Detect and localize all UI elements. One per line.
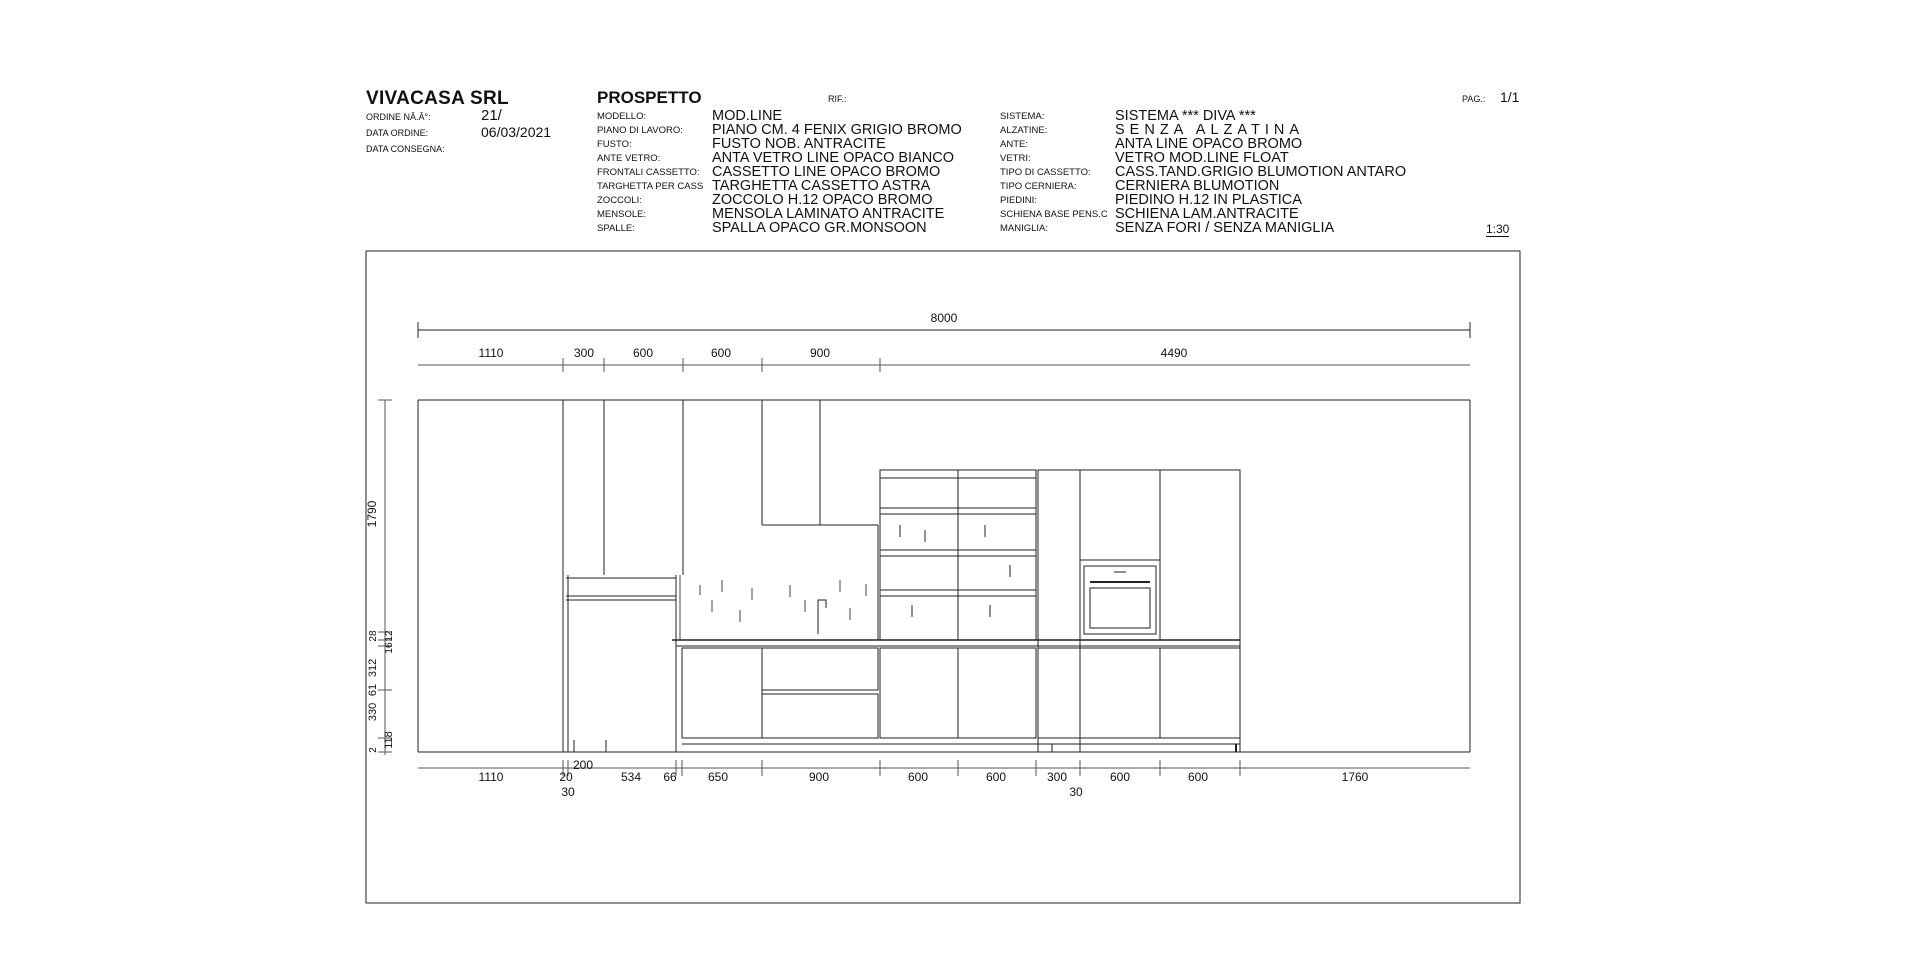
- spec-label: FUSTO:: [597, 139, 632, 150]
- bottom-dimension-label: 66: [663, 770, 677, 784]
- backsplash-pattern: [680, 575, 866, 640]
- spec-value: PIANO CM. 4 FENIX GRIGIO BROMO: [712, 122, 962, 138]
- bottom-sub-dimension-label: 30: [561, 785, 575, 799]
- spec-value: CERNIERA BLUMOTION: [1115, 178, 1280, 194]
- page-label: PAG.:: [1462, 94, 1486, 104]
- spec-value: CASS.TAND.GRIGIO BLUMOTION ANTARO: [1115, 164, 1407, 180]
- delivery-date-label: DATA CONSEGNA:: [366, 144, 445, 154]
- bottom-dimension-label: 1110: [478, 770, 504, 784]
- spec-value: VETRO MOD.LINE FLOAT: [1115, 150, 1289, 166]
- spec-label: ANTE:: [1000, 139, 1028, 150]
- reference-label: RIF.:: [828, 94, 847, 104]
- top-dimension-line: [418, 358, 1470, 372]
- spec-value: SPALLA OPACO GR.MONSOON: [712, 220, 927, 236]
- spec-label: PIANO DI LAVORO:: [597, 125, 683, 136]
- spec-value: TARGHETTA CASSETTO ASTRA: [712, 178, 931, 194]
- bottom-dimension-label: 300: [1046, 770, 1068, 784]
- page-number: 1/1: [1500, 89, 1520, 105]
- top-dimension-label: 900: [809, 346, 831, 360]
- spec-label: FRONTALI CASSETTO:: [597, 167, 700, 178]
- vertical-dimension-label: 61: [367, 683, 379, 697]
- spec-label: ZOCCOLI:: [597, 195, 642, 206]
- vertical-dimension-label: 330: [367, 702, 379, 722]
- bottom-dimension-label: 600: [985, 770, 1007, 784]
- drawing-frame: [366, 251, 1520, 903]
- vertical-dimension-label: 118: [383, 731, 395, 749]
- spec-label: MODELLO:: [597, 111, 647, 122]
- spec-value: SENZA ALZATINA: [1115, 122, 1304, 138]
- vertical-dimension-label: 28: [368, 630, 379, 642]
- spec-label: TARGHETTA PER CASS: [597, 181, 704, 192]
- spec-value: FUSTO NOB. ANTRACITE: [712, 136, 886, 152]
- spec-value: CASSETTO LINE OPACO BROMO: [712, 164, 941, 180]
- order-date-label: DATA ORDINE:: [366, 128, 429, 138]
- spec-value: MENSOLA LAMINATO ANTRACITE: [712, 206, 945, 222]
- spec-label: MENSOLE:: [597, 209, 647, 220]
- vertical-dimension-label: 16: [384, 642, 395, 654]
- spec-value: SENZA FORI / SENZA MANIGLIA: [1115, 220, 1335, 236]
- spec-label: SISTEMA:: [1000, 111, 1045, 122]
- top-dimension-label: 300: [573, 346, 595, 360]
- bottom-dimension-label: 650: [707, 770, 729, 784]
- left-open-section: [566, 575, 676, 752]
- vertical-dimension-label: 312: [367, 658, 379, 678]
- bottom-sub-dimension-label: 30: [1069, 785, 1083, 799]
- tall-columns: [563, 400, 878, 752]
- spec-label: SPALLE:: [597, 223, 635, 234]
- bottom-dimension-label: 900: [808, 770, 830, 784]
- spec-value: SCHIENA LAM.ANTRACITE: [1115, 206, 1299, 222]
- base-units: [682, 648, 1240, 752]
- spec-label: PIEDINI:: [1000, 195, 1037, 206]
- faucet: [818, 600, 826, 634]
- spec-label: ANTE VETRO:: [597, 153, 661, 164]
- top-dimension-label: 600: [710, 346, 732, 360]
- bottom-dimension-label: 534: [620, 770, 642, 784]
- spec-value: ANTA LINE OPACO BROMO: [1115, 136, 1303, 152]
- top-dimension-label: 600: [632, 346, 654, 360]
- spec-value: PIEDINO H.12 IN PLASTICA: [1115, 192, 1302, 208]
- spec-value: ANTA VETRO LINE OPACO BIANCO: [712, 150, 954, 166]
- spec-value: ZOCCOLO H.12 OPACO BROMO: [712, 192, 933, 208]
- vertical-dimension-label: 2: [368, 747, 379, 753]
- company-name: VIVACASA SRL: [366, 88, 509, 109]
- spec-label: TIPO CERNIERA:: [1000, 181, 1077, 192]
- order-number: 21/: [481, 107, 502, 124]
- bottom-dimension-label: 600: [907, 770, 929, 784]
- order-date: 06/03/2021: [481, 124, 552, 140]
- spec-label: SCHIENA BASE PENS.C: [1000, 209, 1108, 220]
- vertical-dimension-line: [378, 400, 392, 755]
- overall-dimension-label: 8000: [930, 311, 958, 325]
- countertop: [672, 640, 1240, 646]
- spec-label: VETRI:: [1000, 153, 1031, 164]
- scale-label: 1:30: [1486, 222, 1510, 236]
- spec-label: ALZATINE:: [1000, 125, 1048, 136]
- glass-wall-units: [880, 470, 1036, 640]
- spec-label: TIPO DI CASSETTO:: [1000, 167, 1091, 178]
- top-dimension-label: 4490: [1160, 346, 1188, 360]
- bottom-dimension-label: 600: [1109, 770, 1131, 784]
- vertical-dimension-label: 1790: [365, 500, 379, 528]
- top-dimension-label: 1110: [478, 346, 504, 360]
- bottom-dimension-label: 20: [559, 770, 573, 784]
- document-title: PROSPETTO: [597, 88, 702, 107]
- bottom-dimension-label: 600: [1187, 770, 1209, 784]
- oven: [1084, 566, 1156, 634]
- spec-value: SISTEMA *** DIVA ***: [1115, 108, 1256, 124]
- bottom-dimension-label: 200: [572, 758, 594, 772]
- spec-value: MOD.LINE: [712, 108, 783, 124]
- wall-outline: [418, 400, 1470, 752]
- spec-label: MANIGLIA:: [1000, 223, 1049, 234]
- bottom-dimension-label: 1760: [1341, 770, 1369, 784]
- tall-units: [1038, 470, 1240, 752]
- vertical-dimension-label: 12: [384, 630, 395, 642]
- order-number-label: ORDINE NÂ.Â°:: [366, 112, 431, 122]
